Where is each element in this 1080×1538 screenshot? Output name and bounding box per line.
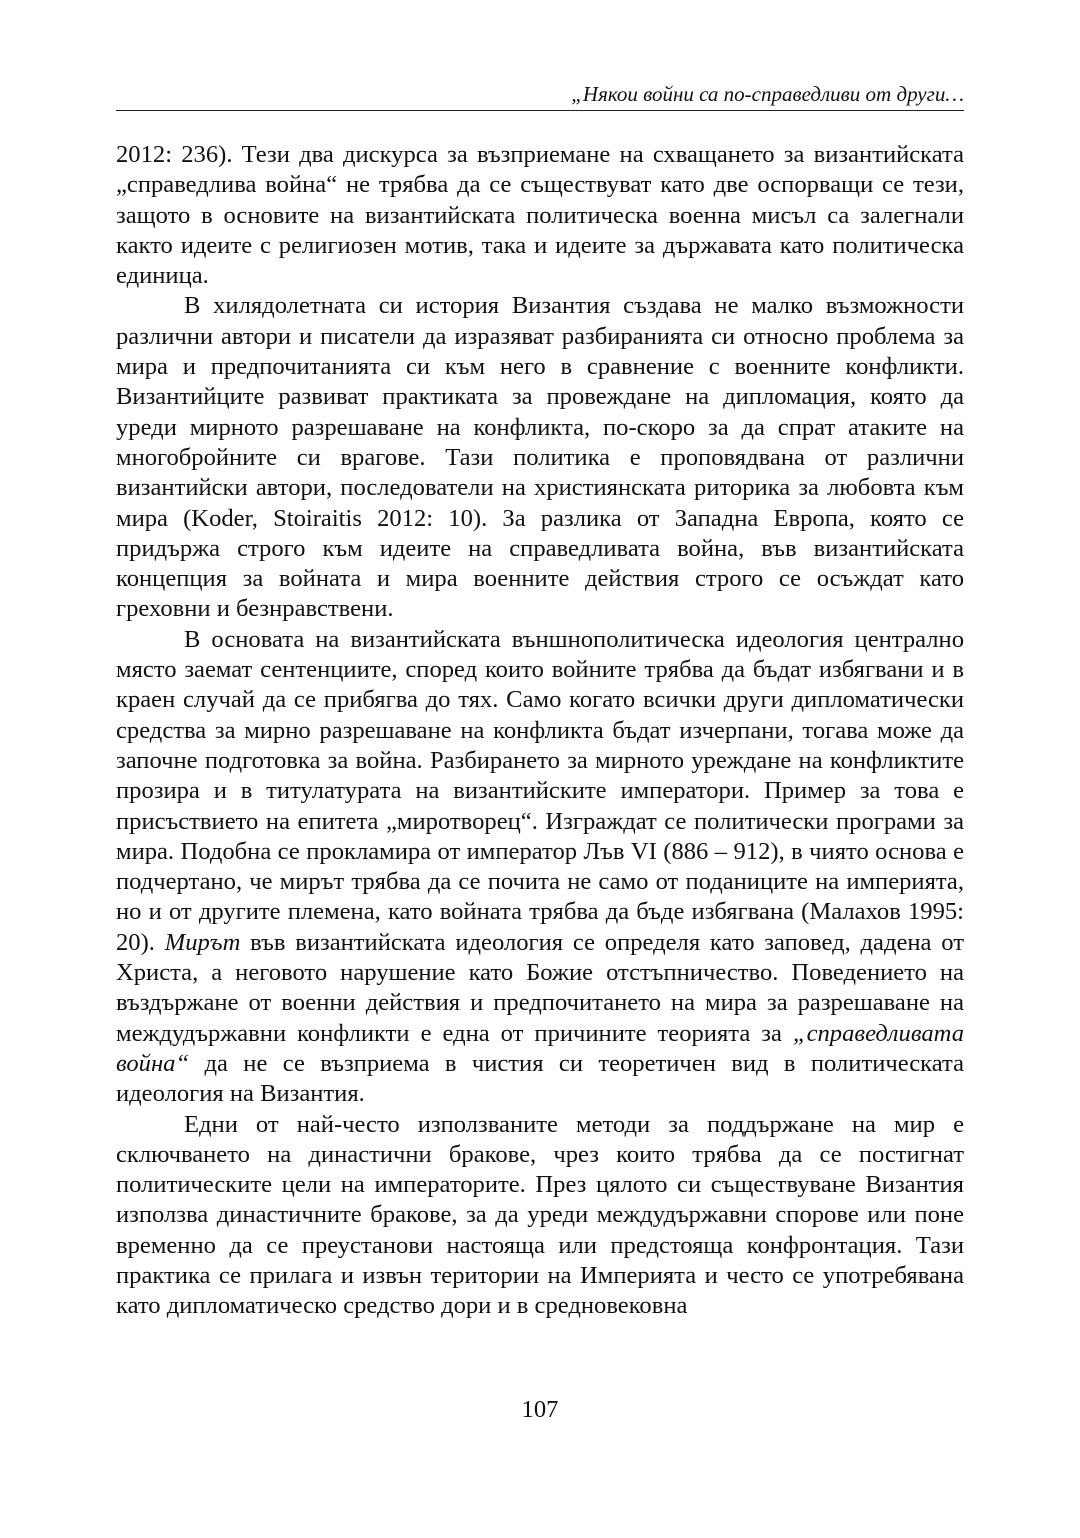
- page-number: 107: [521, 1396, 559, 1423]
- paragraph-4: Едни от най-често използваните методи за поддържане на мир е сключването на династични бракове, чрез които трябва да се постигнат политическите цели на императорите. През цялото си съществуване Византия използва династичните бракове, за да уреди междудържавни спорове или поне временно да се преустанови настояща или предстояща конфронтация. Тази практика се прилага и извън територии на Империята и често се употребявана като дипломатическо средство дори и в средновековна: [116, 1110, 964, 1320]
- paragraph-3-italic-peace: Мирът: [164, 928, 241, 956]
- paragraph-3-part-2: във византийската идеология се определя като заповед, дадена от Христа, а неговото нарушение като Божие отстъпничество. Поведението на въздържане от военни действия и предпочитането на мира за разрешаване на междудържавни конфликти е една от причините теорията за: [116, 928, 964, 1047]
- paragraph-3-italic-just-war: „справедливата война“: [116, 1019, 964, 1077]
- paragraph-3-part-3: да не се възприема в чистия си теоретичен вид в политическата идеология на Византия.: [116, 1049, 964, 1108]
- running-header: [116, 80, 964, 111]
- paragraph-2: В хилядолетната си история Византия създава не малко възможности различни автори и писатели да изразяват разбиранията си относно проблема за мира и предпочитанията си към него в сравнение с военните конфликти. Византийците развиват практиката за провеждане на дипломация, която да уреди мирното разрешаване на конфликта, по-скоро за да спрат атаките на многобройните си врагове. Тази политика е проповядвана от различни византийски автори, последователи на християнската риторика за любовта към мира (Koder, Stoiraitis 2012: 10). За разлика от Западна Европа, която се придържа строго към идеите на справедливата война, във византийската концепция за войната и мира военните действия строго се осъждат като греховни и безнравствени.: [116, 292, 964, 623]
- running-title: „Някои войни са по-справедливи от други…: [571, 82, 964, 106]
- paragraph-3: [116, 625, 964, 1110]
- paragraph-1: 2012: 236). Тези два дискурса за възприемане на схващането за византийската „справедлива война“ не трябва да се съществуват като две оспорващи се тези, защото в основите на византийската политическа военна мисъл са залегнали както идеите с религиозен мотив, така и идеите за държавата като политическа единица.: [116, 141, 964, 290]
- body-text: [116, 140, 964, 1322]
- paragraph-3-part-1: В основата на византийската външнополитическа идеология централно място заемат сентенциите, според които войните трябва да бъдат избягвани и в краен случай да се прибягва до тях. Само когато всички други дипломатически средства за мирно разрешаване на конфликта бъдат изчерпани, тогава може да започне подготовка за война. Разбирането за мирното уреждане на конфликтите прозира и в титулатурата на византийските императори. Пример за това е присъствието на епитета „миротворец“. Изграждат се политически програми за мира. Подобна се прокламира от император Лъв VI (886 – 912), в чиято основа е подчертано, че мирът трябва да се почита не само от поданиците на империята, но и от другите племена, като войната трябва да бъде избягвана (Малахов 1995: 20).: [116, 625, 964, 956]
